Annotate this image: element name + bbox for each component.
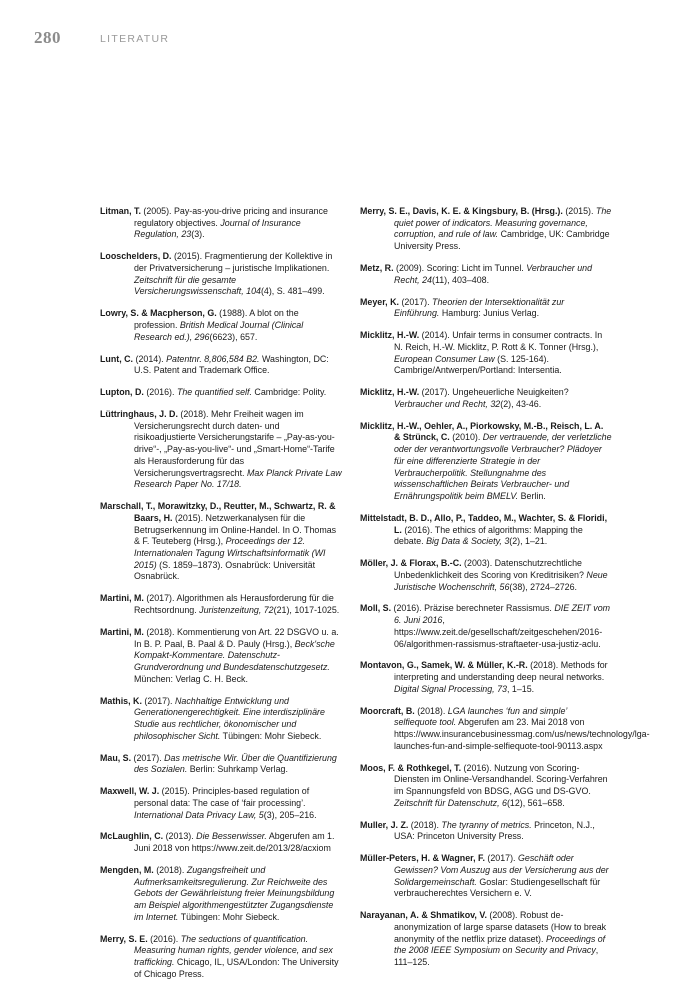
reference-tail: , 111–125.: [394, 945, 599, 968]
reference-tail: Hamburg: Junius Verlag.: [439, 308, 540, 319]
reference-title-italic: The quiet power of indicators. Measuring governance, corruption, and rule of law.: [394, 206, 612, 240]
reference-title-italic: The quantified self.: [176, 387, 252, 398]
reference-title-italic: Big Data & Society, 3: [426, 536, 510, 547]
reference-tail: Cambridge: Polity.: [251, 387, 327, 398]
reference-text: (2009). Scoring: Licht im Tunnel.: [393, 263, 527, 273]
reference-entry: [360, 421, 612, 503]
reference-title-italic: Geschäft oder Gewissen? Vom Auszug aus der Versicherung aus der Solidargemeinschaft.: [394, 853, 609, 887]
reference-entry: [100, 206, 342, 241]
reference-tail: Abgerufen am 23. Mai 2018 von https://www.insurancebusinessmag.com/us/news/technology/lga-launches-fun-and-simple-selfiequote-tool-90113.aspx: [394, 717, 650, 751]
running-title: LITERATUR: [100, 33, 170, 45]
reference-author: Mau, S.: [100, 752, 132, 763]
reference-text: (2017). Algorithmen als Herausforderung für die Rechtsordnung.: [134, 593, 334, 615]
reference-title-italic: Neue Juristische Wochenschrift, 56: [394, 569, 608, 592]
reference-tail: Washington, DC: U.S. Patent and Trademark Office.: [134, 353, 329, 376]
reference-author: Lüttringhaus, J. D.: [100, 409, 178, 420]
reference-author: Lupton, D.: [100, 387, 144, 398]
reference-title-italic: Zeitschrift für Datenschutz, 6: [394, 797, 507, 808]
reference-author: Moorcraft, B.: [360, 705, 415, 716]
reference-tail: , 1–15.: [506, 683, 535, 694]
reference-title-italic: The seductions of quantification. Measuring human rights, gender violence, and sex trafficking.: [134, 933, 333, 968]
reference-text: (2015). Fragmentierung der Kollektive in der Privatversicherung – juristische Implikationen.: [134, 251, 333, 273]
reference-title-italic: Nachhaltige Entwicklung und Generationengerechtigkeit. Eine interdisziplinäre Studie aus rechtlicher, ökonomischer und philosophischer Sicht.: [134, 695, 325, 741]
reference-tail: (21), 1017-1025.: [273, 605, 340, 615]
reference-tail: (12), 561–658.: [506, 797, 565, 808]
reference-text: (1988). A blot on the profession.: [134, 308, 299, 330]
reference-author: Moll, S.: [360, 603, 392, 614]
reference-author: Lunt, C.: [100, 353, 134, 364]
reference-entry: [100, 786, 342, 821]
reference-entry: [100, 753, 342, 776]
reference-title-italic: European Consumer Law: [394, 353, 495, 364]
bibliography-right-column: [360, 206, 650, 979]
reference-author: Mathis, K.: [100, 695, 142, 706]
reference-tail: (6623), 657.: [209, 331, 258, 342]
reference-author: Maxwell, W. J.: [100, 786, 160, 797]
reference-title-italic: Proceedings der 12. Internationalen Tagung Wirtschaftsinformatik (WI 2015): [134, 536, 326, 570]
reference-author: Meyer, K.: [360, 296, 399, 307]
reference-author: Litman, T.: [100, 206, 141, 216]
reference-text: (2010).: [449, 432, 483, 443]
bibliography-left-column: [100, 206, 342, 991]
reference-tail: (2), 43-46.: [500, 398, 542, 409]
reference-tail: München: Verlag C. H. Beck.: [134, 673, 248, 684]
reference-entry: [100, 934, 342, 981]
reference-text: (2018). Mehr Freiheit wagen im Versicherungsrecht durch daten- und risikoadjustierte Versicherungstarife – „Pay-as-you-drive“-, „Pay-as-you-live“- und „Smart-Home“-Tarife als Herausforderung für das Versicherungsvertragsrecht.: [134, 409, 335, 478]
reference-title-italic: Zugangsfreiheit und Aufmerksamkeitsregulierung. Zur Reichweite des Gebots der Gewährleistung freier Meinungsbildung am Beispiel algorithmengestützter Zugangsdienste im Internet.: [134, 865, 335, 922]
reference-author: Marschall, T., Morawitzky, D., Reutter, M., Schwartz, R. & Baars, H.: [100, 501, 336, 523]
reference-author: Martini, M.: [100, 626, 144, 637]
reference-entry: [360, 910, 612, 969]
reference-text: (2018).: [408, 819, 442, 830]
reference-text: (2017). Ungeheuerliche Neuigkeiten?: [419, 387, 569, 398]
reference-entry: [360, 263, 612, 286]
reference-entry: [360, 513, 612, 548]
reference-title-italic: Beck'sche Kompakt-Kommentare. Datenschutz-Grundverordnung und Bundesdatenschutzgesetz.: [134, 638, 335, 672]
reference-tail: (3).: [191, 229, 205, 240]
reference-author: Mengden, M.: [100, 865, 154, 876]
reference-author: Micklitz, H.-W.: [360, 387, 420, 398]
reference-title-italic: Verbraucher und Recht, 24: [394, 263, 593, 285]
reference-entry: [100, 696, 342, 743]
reference-entry: [100, 409, 342, 491]
reference-entry: [100, 308, 342, 343]
reference-entry: [100, 501, 342, 583]
reference-title-italic: Der vertrauende, der verletzliche oder der verantwortungsvolle Verbraucher? Plädoyer für eine differenzierte Strategie in der Verbraucherpolitik. Stellungnahme des wissenschaftlichen Beirats Verbraucher- und Ernährungspolitik beim BMELV.: [394, 432, 612, 501]
reference-author: Montavon, G., Samek, W. & Müller, K.-R.: [360, 660, 528, 671]
reference-text: (2018). Kommentierung von Art. 22 DSGVO u. a. In B. P. Paal, B. Paal & D. Pauly (Hrsg.),: [134, 626, 339, 649]
reference-entry: [360, 330, 612, 377]
reference-text: (2015). Netzwerkanalysen für die Betrugserkennung im Online-Handel. In O. Thomas & F. Teuteberg (Hrsg.),: [134, 512, 337, 547]
reference-tail: (2), 1–21.: [509, 536, 548, 547]
reference-entry: [360, 660, 612, 695]
reference-tail: Chicago, IL, USA/London: The University of Chicago Press.: [134, 957, 339, 979]
reference-text: (2005). Pay-as-you-drive pricing and insurance regulatory objectives.: [134, 206, 328, 228]
reference-title-italic: LGA launches ‘fun and simple’ selfiequote tool.: [394, 705, 567, 728]
reference-text: (2017).: [131, 752, 165, 763]
reference-author: Merry, S. E.: [100, 933, 148, 944]
reference-entry: [360, 297, 612, 320]
reference-entry: [360, 206, 612, 253]
reference-author: Lowry, S. & Macpherson, G.: [100, 308, 217, 319]
reference-entry: [360, 603, 612, 650]
reference-text: (2015). Principles-based regulation of personal data: The case of ‘fair processing’.: [134, 786, 310, 808]
reference-text: (2018). Methods for interpreting and understanding deep neural networks.: [394, 660, 608, 683]
reference-text: (2016).: [143, 387, 177, 398]
reference-author: Mittelstadt, B. D., Allo, P., Taddeo, M., Wachter, S. & Floridi, L.: [360, 512, 608, 535]
reference-text: (2017).: [398, 296, 433, 307]
reference-tail: Cambridge, UK: Cambridge University Press.: [394, 229, 610, 252]
reference-tail: (S. 125-164). Cambrige/Antwerpen/Portland: Intersentia.: [394, 353, 562, 376]
reference-entry: [100, 831, 342, 854]
reference-tail: (11), 403–408.: [432, 274, 490, 285]
reference-text: (2014).: [133, 353, 167, 364]
reference-tail: Berlin.: [518, 491, 546, 501]
reference-title-italic: The tyranny of metrics.: [441, 819, 532, 830]
reference-tail: Abgerufen am 1. Juni 2018 von https://www.zeit.de/2013/28/acxiom: [134, 831, 335, 854]
reference-tail: Princeton, N.J., USA: Princeton University Press.: [394, 819, 595, 842]
reference-author: Martini, M.: [100, 593, 144, 604]
reference-tail: Tübingen: Mohr Siebeck.: [220, 730, 322, 741]
reference-entry: [360, 763, 612, 810]
reference-text: (2016). Präzise berechneter Rassismus.: [391, 603, 555, 614]
reference-entry: [360, 387, 612, 410]
reference-author: Möller, J. & Florax, B.-C.: [360, 558, 462, 569]
reference-author: Müller-Peters, H. & Wagner, F.: [360, 853, 485, 864]
reference-text: (2015).: [562, 206, 596, 216]
reference-text: (2017).: [141, 695, 175, 706]
reference-author: McLaughlin, C.: [100, 831, 164, 842]
reference-entry: [360, 705, 650, 753]
reference-text: (2017).: [484, 853, 518, 864]
reference-author: Micklitz, H.-W., Oehler, A., Piorkowsky, M.-B., Reisch, L. A. & Strünck, C.: [360, 420, 604, 443]
reference-title-italic: Proceedings of the 2008 IEEE Symposium on Security and Privacy: [394, 933, 606, 956]
reference-entry: [100, 593, 342, 616]
reference-title-italic: British Medical Journal (Clinical Research ed.), 296: [134, 320, 304, 342]
reference-title-italic: Das metrische Wir. Über die Quantifizierung des Sozialen.: [134, 752, 337, 775]
reference-author: Metz, R.: [360, 263, 394, 273]
reference-title-italic: Verbraucher und Recht, 32: [394, 398, 501, 409]
reference-title-italic: Theorien der Intersektionalität zur Einführung.: [394, 296, 565, 319]
reference-title-italic: DIE ZEIT vom 6. Juni 2016: [394, 603, 611, 626]
reference-author: Muller, J. Z.: [360, 819, 409, 830]
reference-text: (2003). Datenschutzrechtliche Unbedenklichkeit des Scoring von Kreditrisiken?: [394, 558, 587, 580]
reference-tail: , https://www.zeit.de/gesellschaft/zeitgeschehen/2016-06/algorithmen-rassismus-straftaeter-usa-justiz-aclu.: [394, 615, 603, 649]
reference-tail: Tübingen: Mohr Siebeck.: [178, 911, 280, 922]
reference-text: (2018).: [153, 865, 187, 876]
reference-text: (2016). Nutzung von Scoring-Diensten im Online-Versandhandel. Scoring-Verfahren im Spannungsfeld von BDSG, AGG und DS-GVO.: [394, 762, 608, 797]
reference-text: (2008). Robust de-anonymization of large sparse datasets (How to break anonymity of the netflix prize dataset).: [394, 910, 607, 944]
reference-tail: (38), 2724–2726.: [509, 581, 578, 592]
reference-entry: [360, 558, 612, 593]
reference-entry: [100, 865, 342, 924]
reference-entry: [100, 627, 342, 686]
reference-title-italic: Patentnr. 8,806,584 B2.: [166, 353, 260, 364]
reference-author: Narayanan, A. & Shmatikov, V.: [360, 910, 487, 921]
reference-entry: [360, 820, 612, 843]
reference-text: (2016).: [147, 933, 181, 944]
reference-entry: [100, 354, 342, 377]
reference-author: Looschelders, D.: [100, 251, 172, 262]
reference-text: (2014). Unfair terms in consumer contracts. In N. Reich, H.-W. Micklitz, P. Rott & K. Tonner (Hrsg.),: [394, 330, 603, 352]
reference-tail: (4), S. 481–499.: [260, 286, 325, 297]
reference-title-italic: Max Planck Private Law Research Paper No. 17/18.: [134, 467, 342, 490]
reference-tail: Berlin: Suhrkamp Verlag.: [187, 764, 288, 775]
reference-author: Merry, S. E., Davis, K. E. & Kingsbury, B. (Hrsg.).: [360, 206, 563, 216]
reference-tail: Goslar: Studiengesellschaft für verbraucherechtes Versichern e. V.: [394, 876, 601, 899]
reference-title-italic: Juristenzeitung, 72: [199, 605, 274, 615]
reference-title-italic: Die Besserwisser.: [196, 831, 267, 842]
page-number: 280: [34, 28, 61, 47]
reference-author: Moos, F. & Rothkegel, T.: [360, 762, 462, 773]
reference-title-italic: Digital Signal Processing, 73: [394, 683, 507, 694]
reference-author: Micklitz, H.-W.: [360, 330, 420, 341]
reference-tail: (S. 1859–1873). Osnabrück: Universität Osnabrück.: [134, 559, 316, 582]
reference-text: (2018).: [414, 705, 448, 716]
reference-entry: [360, 853, 612, 900]
reference-entry: [100, 387, 342, 399]
reference-title-italic: International Data Privacy Law, 5: [134, 809, 264, 820]
reference-tail: (3), 205–216.: [263, 809, 317, 820]
reference-entry: [100, 251, 342, 298]
reference-text: (2013).: [163, 831, 197, 842]
reference-text: (2016). The ethics of algorithms: Mapping the debate.: [394, 524, 583, 547]
reference-title-italic: Zeitschrift für die gesamte Versicherungswissenschaft, 104: [134, 274, 261, 297]
reference-title-italic: Journal of Insurance Regulation, 23: [134, 217, 301, 240]
